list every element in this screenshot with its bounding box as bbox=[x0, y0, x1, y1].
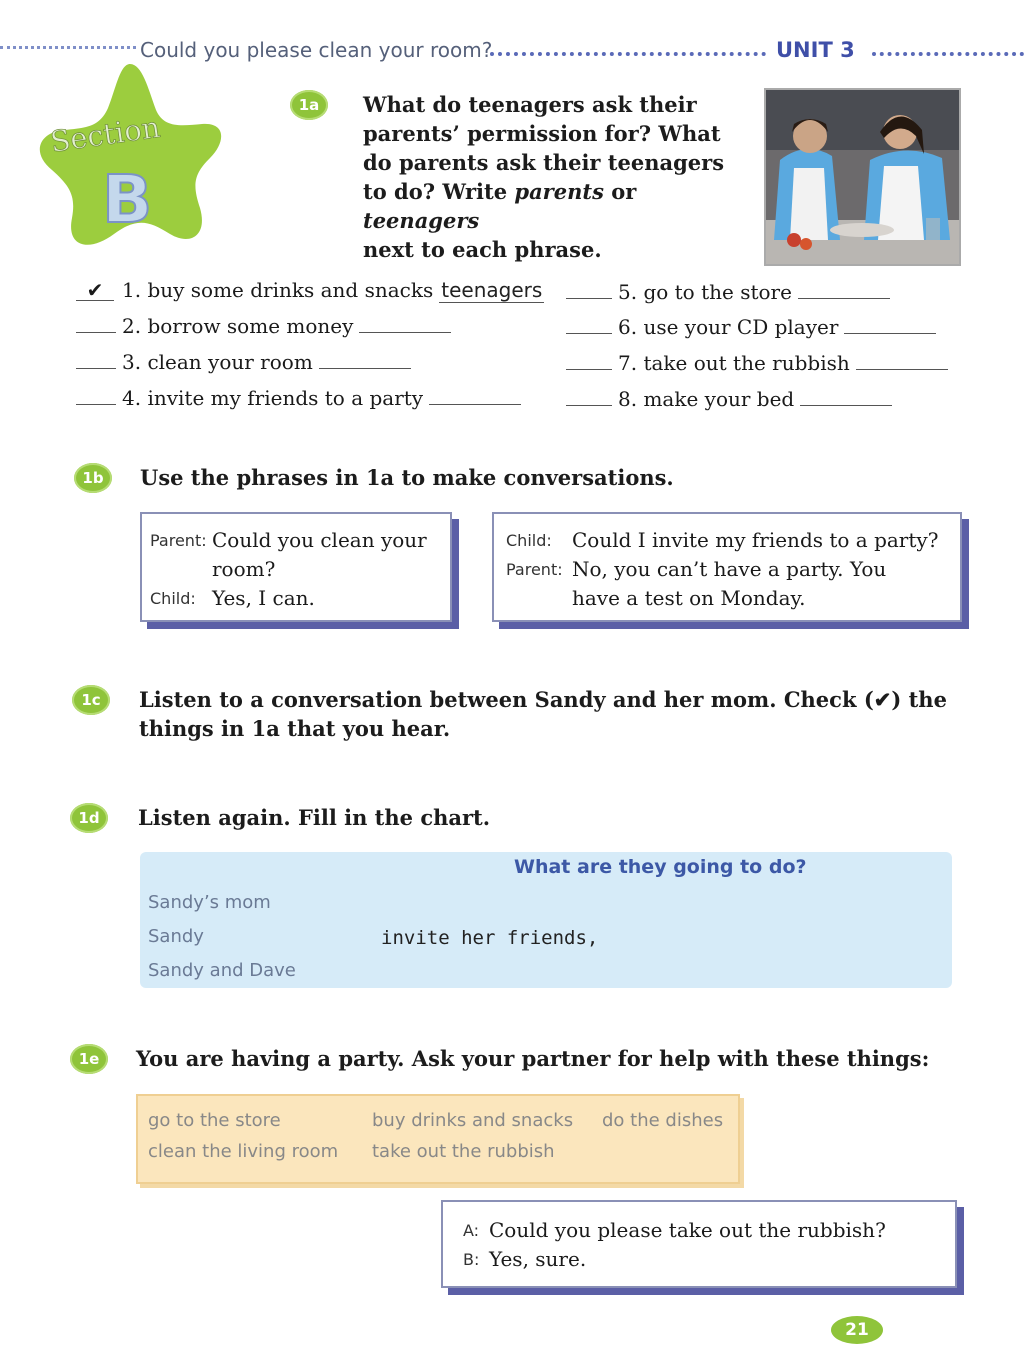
instruction-emphasis: teenagers bbox=[363, 208, 480, 233]
word-box bbox=[136, 1094, 740, 1184]
word-item: do the dishes bbox=[602, 1110, 724, 1131]
instruction-text: or bbox=[603, 179, 637, 204]
dialog-line bbox=[463, 1216, 947, 1245]
phrase-item bbox=[76, 386, 521, 410]
dialog-box-example bbox=[441, 1200, 957, 1288]
phrase-check-blank[interactable] bbox=[76, 386, 116, 405]
phrase-answer-blank[interactable] bbox=[798, 280, 890, 299]
phrase-check-blank[interactable] bbox=[76, 314, 116, 333]
phrase-text: 6. use your CD player bbox=[618, 315, 839, 339]
exercise-1b-badge: 1b bbox=[74, 463, 112, 493]
phrase-check-blank[interactable] bbox=[566, 387, 612, 406]
phrase-text: 1. buy some drinks and snacks bbox=[122, 278, 434, 302]
chart-question-header: What are they going to do? bbox=[514, 856, 807, 878]
speaker-label: B: bbox=[463, 1250, 480, 1269]
exercise-1a-badge: 1a bbox=[290, 90, 328, 120]
instruction-line: Listen to a conversation between Sandy and her mom. Check (✔) the bbox=[139, 687, 947, 712]
unit-label: UNIT 3 bbox=[776, 38, 855, 62]
speaker-spacer bbox=[150, 555, 212, 584]
dialog-text: Could you clean your bbox=[212, 528, 427, 552]
phrase-answer-blank[interactable] bbox=[319, 350, 411, 369]
page-number: 21 bbox=[831, 1316, 883, 1344]
photo-mother-daughter-cooking bbox=[764, 88, 961, 266]
instruction-line: next to each phrase. bbox=[363, 237, 602, 262]
dialog-text: room? bbox=[212, 557, 276, 581]
instruction-line bbox=[363, 177, 753, 235]
phrase-item bbox=[76, 314, 451, 338]
header-dotted-rule-middle bbox=[490, 52, 766, 56]
dialog-text: have a test on Monday. bbox=[572, 586, 806, 610]
word-item: go to the store bbox=[148, 1110, 281, 1131]
chart-row-label: Sandy and Dave bbox=[148, 960, 296, 981]
speaker-label: Parent: bbox=[150, 531, 207, 550]
dialog-text: No, you can’t have a party. You bbox=[572, 557, 887, 581]
phrase-checkmark[interactable]: ✔ bbox=[76, 280, 114, 301]
exercise-1e-badge: 1e bbox=[70, 1044, 108, 1074]
phrase-item bbox=[566, 315, 936, 339]
exercise-1d-audio-badge[interactable]: 1d bbox=[70, 803, 108, 833]
dialog-line bbox=[463, 1245, 947, 1274]
word-item: take out the rubbish bbox=[372, 1141, 555, 1162]
exercise-1e-instruction: You are having a party. Ask your partner for help with these things: bbox=[136, 1046, 930, 1071]
dialog-text: Could I invite my friends to a party? bbox=[572, 528, 939, 552]
phrase-answer-blank[interactable] bbox=[856, 351, 948, 370]
dialog-text: Yes, sure. bbox=[489, 1247, 587, 1271]
phrase-answer-field[interactable]: teenagers bbox=[441, 278, 543, 302]
lesson-title: Could you please clean your room? bbox=[140, 38, 493, 62]
instruction-line: What do teenagers ask their bbox=[363, 92, 697, 117]
instruction-line: things in 1a that you hear. bbox=[139, 716, 451, 741]
phrase-item bbox=[76, 350, 411, 374]
phrase-text: 5. go to the store bbox=[618, 280, 792, 304]
dialog-line bbox=[150, 584, 442, 613]
chart-row-label: Sandy’s mom bbox=[148, 892, 271, 913]
dialog-line bbox=[150, 526, 442, 555]
phrase-item bbox=[566, 280, 890, 304]
phrase-answer-blank[interactable] bbox=[800, 387, 892, 406]
section-label: Section bbox=[48, 109, 163, 159]
phrase-text: 4. invite my friends to a party bbox=[122, 386, 424, 410]
fill-in-chart bbox=[140, 852, 952, 988]
dialog-line bbox=[150, 555, 442, 584]
chart-answer-cell[interactable]: invite her friends, bbox=[381, 927, 599, 949]
header-dotted-rule-right bbox=[872, 52, 1024, 56]
phrase-check-blank[interactable] bbox=[566, 315, 612, 334]
exercise-1b-instruction: Use the phrases in 1a to make conversations. bbox=[140, 465, 674, 490]
phrase-answer-blank[interactable] bbox=[844, 315, 936, 334]
dialog-text: Yes, I can. bbox=[212, 586, 315, 610]
phrase-item bbox=[76, 278, 544, 303]
phrase-text: 3. clean your room bbox=[122, 350, 313, 374]
phrase-item bbox=[566, 351, 948, 375]
phrase-text: 2. borrow some money bbox=[122, 314, 354, 338]
phrase-answer-blank[interactable] bbox=[359, 314, 451, 333]
phrase-text: 7. take out the rubbish bbox=[618, 351, 850, 375]
chart-row-label: Sandy bbox=[148, 926, 204, 947]
speaker-spacer bbox=[506, 584, 572, 613]
dialog-line bbox=[506, 555, 952, 584]
speaker-label: Child: bbox=[150, 589, 196, 608]
instruction-emphasis: parents bbox=[514, 179, 604, 204]
phrase-check-blank[interactable] bbox=[566, 280, 612, 299]
section-star-badge bbox=[30, 58, 230, 258]
word-item: clean the living room bbox=[148, 1141, 339, 1162]
dialog-line bbox=[506, 526, 952, 555]
word-item: buy drinks and snacks bbox=[372, 1110, 574, 1131]
instruction-line: do parents ask their teenagers bbox=[363, 150, 725, 175]
instruction-line: parents’ permission for? What bbox=[363, 121, 721, 146]
exercise-1a-instruction bbox=[363, 90, 753, 264]
exercise-1c-audio-badge[interactable]: 1c bbox=[72, 685, 110, 715]
section-letter: B bbox=[102, 161, 153, 238]
dialog-box-child-parent bbox=[492, 512, 962, 622]
phrase-check-blank[interactable] bbox=[566, 351, 612, 370]
phrase-text: 8. make your bed bbox=[618, 387, 795, 411]
instruction-text: to do? Write bbox=[363, 179, 515, 204]
speaker-label: Parent: bbox=[506, 560, 563, 579]
phrase-check-blank[interactable] bbox=[76, 350, 116, 369]
phrase-answer-blank[interactable] bbox=[429, 386, 521, 405]
exercise-1d-instruction: Listen again. Fill in the chart. bbox=[138, 805, 491, 830]
dialog-line bbox=[506, 584, 952, 613]
dialog-box-parent-child bbox=[140, 512, 452, 622]
speaker-label: A: bbox=[463, 1221, 480, 1240]
phrase-item bbox=[566, 387, 892, 411]
speaker-label: Child: bbox=[506, 531, 552, 550]
header-dotted-rule-left bbox=[0, 46, 136, 49]
dialog-text: Could you please take out the rubbish? bbox=[489, 1218, 886, 1242]
exercise-1c-instruction bbox=[139, 685, 959, 743]
